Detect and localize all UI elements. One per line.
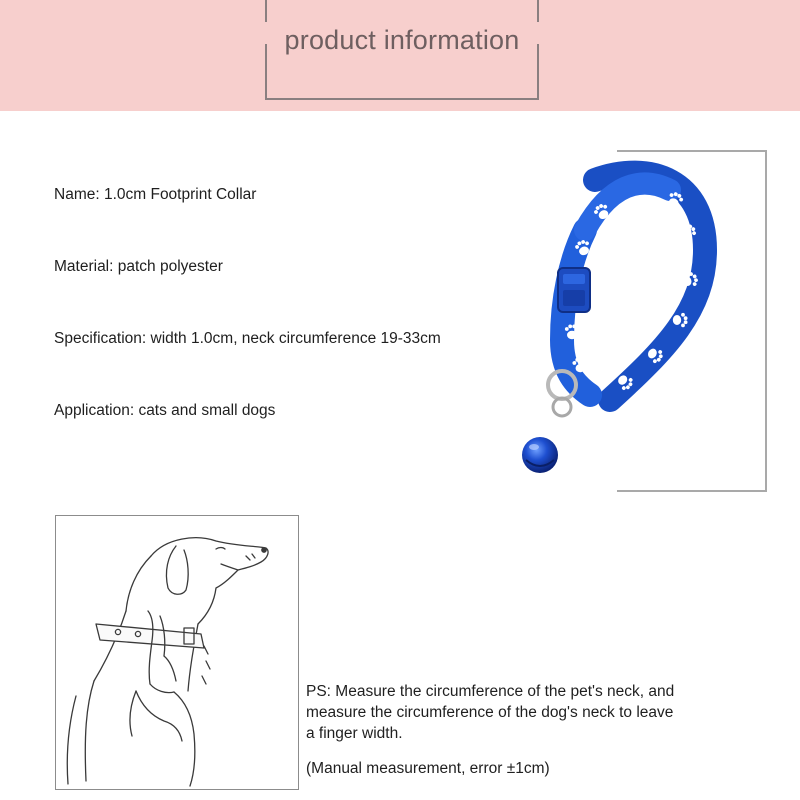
paw-collar-icon [500, 160, 730, 490]
page-title: product information [284, 25, 520, 55]
spec-name: Name: 1.0cm Footprint Collar [54, 186, 257, 203]
ps-line-1: PS: Measure the circumference of the pet's neck, and [306, 683, 675, 700]
dog-neck-measure-icon [56, 516, 297, 788]
spec-material: Material: patch polyester [54, 258, 223, 275]
ps-line-2: measure the circumference of the dog's neck to leave [306, 704, 674, 721]
ps-line-3: a finger width. [306, 725, 403, 742]
measurement-instructions [306, 681, 776, 744]
spec-application: Application: cats and small dogs [54, 402, 276, 419]
measurement-note: (Manual measurement, error ±1cm) [306, 760, 550, 777]
header-banner [0, 0, 800, 111]
collar-product-image [500, 160, 730, 490]
spec-specification: Specification: width 1.0cm, neck circumference 19-33cm [54, 330, 441, 347]
measurement-illustration [55, 515, 299, 790]
